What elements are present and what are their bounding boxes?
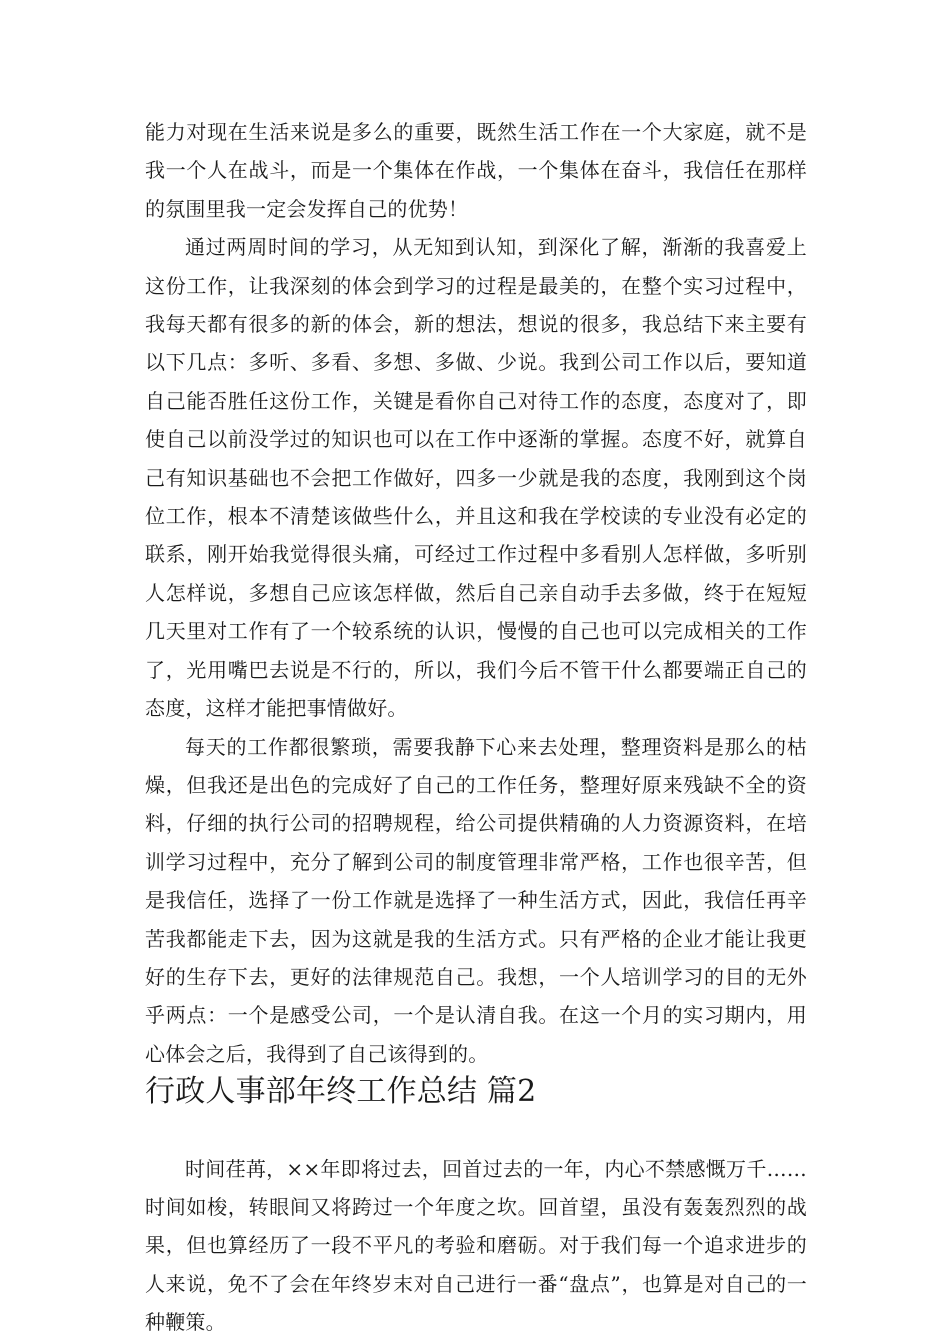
document-body [145,113,807,1342]
section-spacer [145,1112,807,1150]
paragraph-continuation: 能力对现在生活来说是多么的重要，既然生活工作在一个大家庭，就不是我一个人在战斗，而是一个集体在作战，一个集体在奋斗，我信任在那样的氛围里我一定会发挥自己的优势！ [145,120,807,221]
paragraph-daily-work: 每天的工作都很繁琐，需要我静下心来去处理，整理资料是那么的枯燥，但我还是出色的完成好了自己的工作任务，整理好原来残缺不全的资料，仔细的执行公司的招聘规程，给公司提供精确的人力资源资料，在培训学习过程中，充分了解到公司的制度管理非常严格，工作也很辛苦，但是我信任，选择了一份工作就是选择了一种生活方式，因此，我信任再辛苦我都能走下去，因为这就是我的生活方式。只有严格的企业才能让我更好的生存下去，更好的法律规范自己。我想，一个人培训学习的目的无外乎两点：一个是感受公司，一个是认清自我。在这一个月的实习期内，用心体会之后，我得到了自己该得到的。 [145,734,807,1066]
paragraph-year-review: 时间荏苒，××年即将过去，回首过去的一年，内心不禁感慨万千……时间如梭，转眼间又将跨过一个年度之坎。回首望，虽没有轰轰烈烈的战果，但也算经历了一段不平凡的考验和磨砺。对于我们每一个追求进步的人来说，免不了会在年终岁末对自己进行一番“盘点”，也算是对自己的一种鞭策。 [145,1156,807,1335]
paragraph-learning: 通过两周时间的学习，从无知到认知，到深化了解，渐渐的我喜爱上这份工作，让我深刻的体会到学习的过程是最美的，在整个实习过程中，我每天都有很多的新的体会，新的想法，想说的很多，我总结下来主要有以下几点：多听、多看、多想、多做、少说。我到公司工作以后，要知道自己能否胜任这份工作，关键是看你自己对待工作的态度，态度对了，即使自己以前没学过的知识也可以在工作中逐渐的掌握。态度不好，就算自己有知识基础也不会把工作做好，四多一少就是我的态度，我刚到这个岗位工作，根本不清楚该做些什么，并且这和我在学校读的专业没有必定的联系，刚开始我觉得很头痛，可经过工作过程中多看别人怎样做，多听别人怎样说，多想自己应该怎样做，然后自己亲自动手去多做，终于在短短几天里对工作有了一个较系统的认识，慢慢的自己也可以完成相关的工作了，光用嘴巴去说是不行的，所以，我们今后不管干什么都要端正自己的态度，这样才能把事情做好。 [145,235,807,721]
section-title: 行政人事部年终工作总结 篇2 [145,1074,537,1110]
